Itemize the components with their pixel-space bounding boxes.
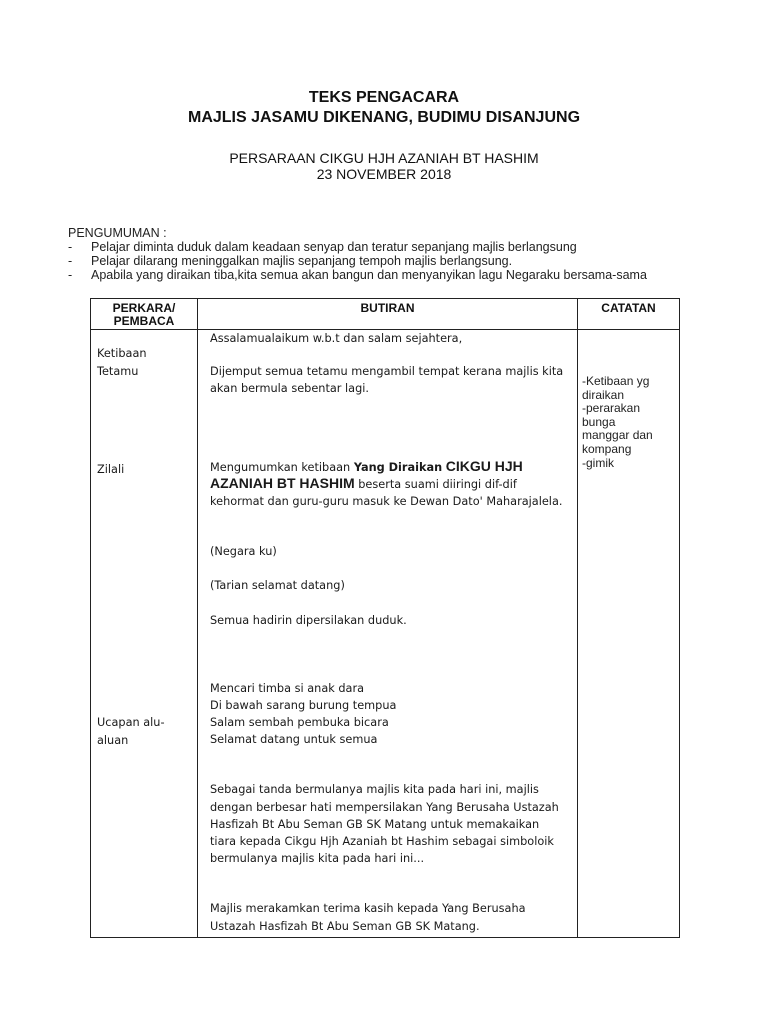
tanda-line-5: bermulanya majlis kita pada hari ini...	[210, 852, 425, 865]
tanda-line-3: Hasfizah Bt Abu Seman GB SK Matang untuk memakaikan	[210, 818, 540, 831]
perkara-ketibaan-2: Tetamu	[97, 365, 139, 378]
catatan-line: -gimik	[582, 455, 614, 470]
umum-rest1: beserta suami diiringi dif-dif	[354, 478, 517, 491]
butiran-salam: Assalamualaikum w.b.t dan salam sejahtera,	[210, 332, 463, 345]
tanda-line-2: dengan berbesar hati mempersilakan Yang Berusaha Ustazah	[210, 801, 559, 814]
catatan-line: manggar dan	[582, 428, 653, 443]
announcement-text: Pelajar diminta duduk dalam keadaan senyap dan teratur sepanjang majlis berlangsung	[91, 240, 577, 254]
header-perkara	[91, 299, 198, 330]
header-catatan: CATATAN	[578, 299, 680, 330]
catatan-cell	[578, 330, 680, 938]
table-header-row	[91, 299, 680, 330]
butiran-duduk: Semua hadirin dipersilakan duduk.	[210, 614, 407, 627]
announcement-text: Apabila yang diraikan tiba,kita semua akan bangun dan menyanyikan lagu Negaraku bersama-sama	[91, 268, 647, 282]
butiran-umum-line3: kehormat dan guru-guru masuk ke Dewan Dato' Maharajalela.	[210, 495, 563, 508]
catatan-notes	[582, 375, 678, 470]
catatan-line: -perarakan	[582, 401, 641, 416]
tanda-line-4: tiara kepada Cikgu Hjh Azaniah bt Hashim sebagai simboloik	[210, 835, 554, 848]
table-row	[91, 330, 680, 938]
perkara-cell	[91, 330, 198, 938]
bullet-dash: -	[68, 254, 73, 268]
announcement-heading: PENGUMUMAN :	[68, 226, 167, 240]
pantun-line-4: Selamat datang untuk semua	[210, 733, 378, 746]
catatan-line: -Ketibaan yg	[582, 374, 650, 388]
butiran-umum-line2	[210, 475, 517, 493]
perkara-ketibaan-1: Ketibaan	[97, 347, 147, 360]
doc-title: TEKS PENGACARA	[308, 89, 460, 106]
umum-name-b: AZANIAH BT HASHIM	[210, 475, 355, 491]
header-perkara-line1: PERKARA/	[112, 301, 176, 315]
announcement-section	[68, 226, 708, 282]
program-table	[90, 298, 680, 938]
tanda-line-1: Sebagai tanda bermulanya majlis kita pada hari ini, majlis	[210, 783, 539, 796]
announcement-text: Pelajar dilarang meninggalkan majlis sepanjang tempoh majlis berlangsung.	[91, 254, 513, 268]
event-title: MAJLIS JASAMU DIKENANG, BUDIMU DISANJUNG	[187, 109, 581, 126]
announcement-list	[68, 240, 708, 282]
perkara-zilali: Zilali	[97, 463, 125, 476]
umum-name-a: CIKGU HJH	[445, 458, 523, 474]
announcement-item	[68, 254, 708, 268]
bullet-dash: -	[68, 240, 73, 254]
butiran-cell	[198, 330, 578, 938]
header-butiran: BUTIRAN	[198, 299, 578, 330]
perkara-ucapan-1: Ucapan alu-	[97, 716, 165, 729]
butiran-umum-line1	[210, 458, 523, 476]
umum-yang-diraikan: Yang Diraikan	[353, 461, 443, 474]
catatan-line: diraikan	[582, 387, 625, 402]
terima-line-2: Ustazah Hasfizah Bt Abu Seman GB SK Matang.	[210, 920, 480, 933]
perkara-ucapan-2: aluan	[97, 734, 129, 747]
butiran-negaraku: (Negara ku)	[210, 545, 277, 558]
event-date: 23 NOVEMBER 2018	[316, 166, 452, 182]
pantun-line-2: Di bawah sarang burung tempua	[210, 699, 397, 712]
pantun-line-1: Mencari timba si anak dara	[210, 682, 365, 695]
announcement-item	[68, 240, 708, 254]
pantun-line-3: Salam sembah pembuka bicara	[210, 716, 389, 729]
butiran-jemput-1: Dijemput semua tetamu mengambil tempat kerana majlis kita	[210, 365, 564, 378]
umum-prefix: Mengumumkan ketibaan	[210, 461, 354, 474]
event-subtitle: PERSARAAN CIKGU HJH AZANIAH BT HASHIM	[229, 150, 539, 166]
catatan-line: bunga	[582, 414, 616, 429]
header-perkara-line2: PEMBACA	[113, 314, 175, 328]
terima-line-1: Majlis merakamkan terima kasih kepada Yang Berusaha	[210, 902, 526, 915]
butiran-jemput-2: akan bermula sebentar lagi.	[210, 382, 369, 395]
butiran-tarian: (Tarian selamat datang)	[210, 579, 345, 592]
bullet-dash: -	[68, 268, 73, 282]
catatan-line: kompang	[582, 441, 632, 456]
announcement-item	[68, 268, 708, 282]
